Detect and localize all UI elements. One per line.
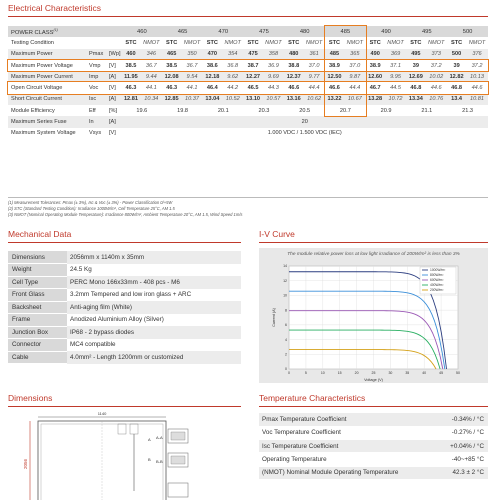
nmot-value: 350 <box>181 49 203 60</box>
x-tick-label: 50 <box>456 371 460 375</box>
stc-value: 39 <box>453 62 460 69</box>
stc-label: STC <box>450 39 463 46</box>
nmot-value: 10.76 <box>425 94 447 105</box>
x-tick-label: 5 <box>304 371 307 375</box>
nmot-value: 37.0 <box>308 62 320 69</box>
temperature-row <box>259 453 488 466</box>
row-symbol: Imp <box>88 71 108 82</box>
iv-curve-caption: The module relative power loss at low light irradiance of 200W/m² is less than 3% <box>287 252 460 257</box>
x-tick-label: 25 <box>371 371 376 375</box>
nmot-value: 10.81 <box>466 94 488 105</box>
stc-label: STC <box>328 39 341 46</box>
y-tick-label: 4 <box>285 337 287 342</box>
stc-value: 13.4 <box>447 94 466 105</box>
nmot-value: 9.77 <box>303 71 325 82</box>
efficiency-value: 19.6 <box>136 107 148 114</box>
legend-entry: 1000W/m² <box>430 268 446 273</box>
power-class-label <box>8 26 122 37</box>
nmot-value: 36.7 <box>145 62 157 69</box>
mechanical-row <box>8 251 241 264</box>
stc-value: 46.3 <box>125 85 137 92</box>
efficiency-value: 21.1 <box>421 107 433 114</box>
nmot-value: 10.62 <box>303 94 325 105</box>
mechanical-value: Anti-aging film (White) <box>67 301 241 314</box>
row-label: Short Circuit Current <box>8 94 88 105</box>
stc-value: 500 <box>447 49 466 60</box>
stc-label: STC <box>410 39 422 46</box>
stc-value: 490 <box>366 49 385 60</box>
stc-label: STC <box>125 39 137 46</box>
row-symbol: Vsys <box>89 130 102 137</box>
mechanical-key: Frame <box>8 314 67 327</box>
mechanical-row <box>8 276 241 289</box>
mechanical-key: Cell Type <box>8 276 67 289</box>
dimensions-drawing <box>8 409 241 500</box>
x-tick-label: 35 <box>405 371 410 375</box>
stc-value: 11.95 <box>122 71 141 82</box>
row-unit: [V] <box>109 85 116 92</box>
x-tick-label: 30 <box>388 371 393 375</box>
section-label-bb: B-B <box>156 459 163 464</box>
series-fuse-value: 20 <box>122 116 489 127</box>
temperature-value: -0.27% / °C <box>419 426 488 439</box>
power-class-500: 500 <box>447 26 488 37</box>
y-tick-label: 2 <box>285 352 287 357</box>
nmot-value: 10.37 <box>181 94 203 105</box>
stc-value: 38.5 <box>166 62 178 69</box>
temperature-key: Isc Temperature Coefficient <box>259 440 419 453</box>
note-1: (1) Measurement Tolerances: Pmax (± 3%), Isc & Voc (± 3%) - Power Classification 0/+5W <box>8 200 173 205</box>
mechanical-key: Cable <box>8 351 67 364</box>
x-tick-label: 0 <box>288 371 290 375</box>
efficiency-value: 21.3 <box>462 107 473 114</box>
row-symbol: Eff <box>89 107 96 114</box>
nmot-value: 37.2 <box>471 62 483 69</box>
y-axis-label: Current (A) <box>272 308 276 327</box>
nmot-value: 44.4 <box>308 85 320 92</box>
temperature-row <box>259 413 488 426</box>
power-class-475: 475 <box>244 26 285 37</box>
power-class-485: 485 <box>325 26 366 37</box>
nmot-label: NMOT <box>265 39 282 46</box>
nmot-value: 9.95 <box>385 71 407 82</box>
efficiency-value: 20.5 <box>299 107 311 114</box>
nmot-value: 44.6 <box>430 85 442 92</box>
nmot-value: 10.67 <box>344 94 366 105</box>
efficiency-value: 20.9 <box>380 107 392 114</box>
row-isc <box>8 94 488 105</box>
row-symbol: Voc <box>89 85 99 92</box>
section-c-profile <box>168 483 188 497</box>
stc-value: 13.04 <box>203 94 222 105</box>
power-class-495: 495 <box>406 26 447 37</box>
temperature-key: Voc Temperature Coefficient <box>259 426 419 439</box>
stc-value: 13.34 <box>406 94 425 105</box>
junction-box-2 <box>130 424 138 434</box>
mechanical-key: Backsheet <box>8 301 67 314</box>
temperature-row <box>259 426 488 439</box>
mechanical-key: Weight <box>8 264 67 277</box>
stc-value: 460 <box>122 49 141 60</box>
nmot-value: 9.44 <box>140 71 162 82</box>
mechanical-row <box>8 339 241 352</box>
stc-label: STC <box>369 39 381 46</box>
legend-entry: 400W/m² <box>430 283 444 288</box>
nmot-value: 36.7 <box>186 62 198 69</box>
row-unit: [Wp] <box>108 49 122 60</box>
legend-entry: 600W/m² <box>430 278 444 283</box>
mechanical-value: Anodized Aluminium Alloy (Silver) <box>70 316 164 324</box>
legend-entry: 200W/m² <box>430 288 444 293</box>
mechanical-key: Dimensions <box>8 251 67 264</box>
nmot-value: 10.02 <box>425 71 447 82</box>
nmot-value: 44.1 <box>145 85 157 92</box>
mechanical-row <box>8 264 241 277</box>
stc-value: 46.6 <box>288 85 300 92</box>
dim-height-label: 2056 <box>23 458 28 469</box>
nmot-label: NMOT <box>143 39 160 46</box>
stc-value: 12.82 <box>447 71 466 82</box>
nmot-value: 354 <box>222 49 244 60</box>
mechanical-title-underline <box>8 242 241 243</box>
nmot-value: 10.52 <box>222 94 244 105</box>
y-tick-label: 0 <box>285 367 287 372</box>
stc-value: 12.50 <box>325 71 344 82</box>
iv-curve-title-underline <box>259 242 488 243</box>
mechanical-value: MC4 compatible <box>70 341 116 349</box>
highlight-485-column <box>324 25 367 117</box>
dimensions-title-underline <box>8 406 241 407</box>
mechanical-row <box>8 314 241 327</box>
y-tick-label: 8 <box>285 308 287 313</box>
power-class-490: 490 <box>366 26 407 37</box>
nmot-value: 36.9 <box>267 62 279 69</box>
row-symbol: In <box>88 116 108 127</box>
nmot-label: NMOT <box>346 39 364 46</box>
stc-value: 38.5 <box>125 62 137 69</box>
section-label-aa: A-A <box>156 435 163 440</box>
nmot-value: 9.87 <box>344 71 366 82</box>
stc-value: 495 <box>406 49 425 60</box>
temperature-value: -40~+85 °C <box>419 453 488 466</box>
stc-value: 13.22 <box>325 94 344 105</box>
nmot-value: 361 <box>303 49 325 60</box>
nmot-value: 358 <box>263 49 285 60</box>
dim-width-label: 1140 <box>97 411 107 416</box>
x-tick-label: 20 <box>354 371 359 375</box>
nmot-value: 376 <box>466 49 488 60</box>
row-efficiency <box>8 105 488 116</box>
temperature-table <box>259 413 488 480</box>
nmot-label: NMOT <box>427 39 445 46</box>
x-tick-label: 40 <box>422 371 427 375</box>
nmot-label: NMOT <box>305 39 323 46</box>
nmot-value: 365 <box>344 49 366 60</box>
nmot-value: 10.57 <box>263 94 285 105</box>
mechanical-value: 2056mm x 1140m x 35mm <box>67 251 241 264</box>
testing-condition-row <box>8 37 488 48</box>
stc-label: STC <box>166 39 178 46</box>
iv-curve-chart <box>259 262 488 383</box>
nmot-value: 369 <box>385 49 407 60</box>
stc-value: 38.6 <box>206 62 218 69</box>
nmot-value: 9.54 <box>181 71 203 82</box>
y-tick-label: 14 <box>283 264 287 269</box>
mechanical-value: IP68 - 2 bypass diodes <box>67 326 241 339</box>
nmot-value: 373 <box>425 49 447 60</box>
row-label: Maximum Power Voltage <box>11 62 73 69</box>
note-3: (3) NMOT (Nominal Operating Module Temperature): Irradiance 800W/m², Ambient Temperature 20°C, AM 1.5, Wind Speed 1m/s <box>8 212 243 217</box>
nmot-value: 37.2 <box>430 62 442 69</box>
power-class-superscript: (1) <box>53 27 58 32</box>
nmot-value: 346 <box>140 49 162 60</box>
mechanical-key: Front Glass <box>8 289 67 302</box>
temperature-key: Operating Temperature <box>259 453 419 466</box>
stc-value: 12.81 <box>122 94 141 105</box>
temperature-value: -0.34% / °C <box>419 413 488 426</box>
power-class-470: 470 <box>203 26 244 37</box>
nmot-label: NMOT <box>183 39 201 46</box>
stc-value: 13.16 <box>284 94 303 105</box>
electrical-title: Electrical Characteristics <box>8 3 102 13</box>
y-tick-label: 12 <box>283 278 287 283</box>
testing-condition-label: Testing Condition <box>11 39 54 46</box>
power-class-text: POWER CLASS <box>11 29 54 36</box>
nmot-value: 36.8 <box>227 62 239 69</box>
stc-value: 12.27 <box>244 71 263 82</box>
electrical-title-underline <box>8 16 488 17</box>
row-label: Maximum Series Fuse <box>8 116 88 127</box>
mechanical-row <box>8 351 241 364</box>
stc-value: 485 <box>325 49 344 60</box>
power-class-480: 480 <box>284 26 325 37</box>
power-class-465: 465 <box>162 26 203 37</box>
temperature-title-underline <box>259 406 488 407</box>
row-label: Maximum Power Current <box>8 71 88 82</box>
legend-entry: 800W/m² <box>430 273 444 278</box>
power-class-header-row <box>8 26 488 37</box>
stc-value: 46.5 <box>247 85 259 92</box>
x-tick-label: 45 <box>439 371 444 375</box>
stc-value: 38.7 <box>247 62 259 69</box>
stc-value: 12.18 <box>203 71 222 82</box>
stc-label: STC <box>288 39 300 46</box>
temperature-value: 42.3 ± 2 °C <box>419 466 488 479</box>
mechanical-value: 3.2mm Tempered and low iron glass + ARC <box>70 291 192 299</box>
nmot-value: 10.13 <box>466 71 488 82</box>
stc-value: 39 <box>412 62 419 69</box>
dimensions-title: Dimensions <box>8 393 53 403</box>
stc-value: 480 <box>284 49 303 60</box>
efficiency-value: 19.8 <box>177 107 188 114</box>
stc-value: 12.60 <box>366 71 385 82</box>
row-symbol: Pmax <box>88 49 108 60</box>
stc-label: STC <box>206 39 218 46</box>
stc-value: 12.85 <box>162 94 181 105</box>
nmot-value: 44.1 <box>186 85 198 92</box>
row-unit: [V] <box>109 130 116 137</box>
temperature-value: +0.04% / °C <box>419 440 488 453</box>
row-unit: [V] <box>109 62 116 69</box>
nmot-value: 9.62 <box>222 71 244 82</box>
mark-a: A <box>148 437 151 442</box>
nmot-value: 10.72 <box>385 94 407 105</box>
row-label: Open Circuit Voltage <box>11 85 63 92</box>
temperature-row <box>259 440 488 453</box>
mechanical-row <box>8 289 241 302</box>
mechanical-value: 4.0mm² - Length 1200mm or customized <box>67 351 241 364</box>
row-unit: [A] <box>108 94 122 105</box>
row-series-fuse <box>8 116 488 127</box>
temperature-key: Pmax Temperature Coefficient <box>259 413 419 426</box>
highlight-voc-row <box>7 81 489 94</box>
stc-value: 13.10 <box>244 94 263 105</box>
stc-value: 46.7 <box>369 85 381 92</box>
note-2: (2) STC (Standard Testing Condition): Irradiance 1000W/m², Cell Temperature 25°C, AM 1.5 <box>8 206 175 211</box>
mechanical-table <box>8 251 241 364</box>
junction-box <box>118 424 126 434</box>
stc-value: 465 <box>162 49 181 60</box>
stc-value: 13.28 <box>366 94 385 105</box>
row-symbol: Isc <box>88 94 108 105</box>
stc-value: 46.8 <box>451 85 463 92</box>
nmot-label: NMOT <box>387 39 404 46</box>
stc-value: 12.08 <box>162 71 181 82</box>
efficiency-value: 20.3 <box>258 107 270 114</box>
nmot-value: 37.1 <box>390 62 401 69</box>
stc-label: STC <box>247 39 259 46</box>
mark-b: B <box>148 457 151 462</box>
nmot-value: 44.3 <box>267 85 279 92</box>
y-tick-label: 10 <box>283 293 287 298</box>
stc-value: 470 <box>203 49 222 60</box>
nmot-value: 44.6 <box>471 85 483 92</box>
highlight-vmp-row <box>7 59 489 72</box>
stc-value: 38.9 <box>329 62 340 69</box>
system-voltage-value: 1.000 VDC / 1.500 VDC (IEC) <box>267 130 342 137</box>
mechanical-title: Mechanical Data <box>8 229 72 239</box>
stc-value: 38.8 <box>288 62 300 69</box>
x-tick-label: 15 <box>337 371 342 375</box>
mechanical-row <box>8 301 241 314</box>
iv-curve-title: I-V Curve <box>259 229 295 239</box>
stc-value: 38.9 <box>369 62 381 69</box>
nmot-value: 44.5 <box>390 85 401 92</box>
stc-value: 46.6 <box>329 85 340 92</box>
mechanical-value: PERC Mono 166x33mm - 408 pcs - M6 <box>67 276 241 289</box>
stc-value: 12.69 <box>406 71 425 82</box>
row-unit: [A] <box>108 71 122 82</box>
temperature-key: (NMOT) Nominal Module Operating Temperature <box>259 466 419 479</box>
mechanical-value: 24.5 Kg <box>70 266 92 274</box>
row-label: Maximum System Voltage <box>11 130 76 137</box>
nmot-value: 9.69 <box>263 71 285 82</box>
x-tick-label: 10 <box>320 371 325 375</box>
efficiency-value: 20.1 <box>217 107 229 114</box>
nmot-value: 37.0 <box>349 62 361 69</box>
row-system-voltage <box>8 128 488 139</box>
stc-value: 46.8 <box>410 85 422 92</box>
power-class-460: 460 <box>122 26 163 37</box>
stc-value: 475 <box>244 49 263 60</box>
y-tick-label: 6 <box>285 323 287 328</box>
row-label: Module Efficiency <box>11 107 55 114</box>
nmot-label: NMOT <box>468 39 486 46</box>
stc-value: 12.37 <box>284 71 303 82</box>
row-unit: [A] <box>108 116 122 127</box>
efficiency-value: 20.7 <box>339 107 351 114</box>
stc-value: 46.3 <box>166 85 178 92</box>
nmot-value: 44.4 <box>349 85 361 92</box>
temperature-row <box>259 466 488 479</box>
mechanical-row <box>8 326 241 339</box>
nmot-label: NMOT <box>224 39 241 46</box>
row-label: Maximum Power <box>8 49 88 60</box>
row-unit: [%] <box>109 107 118 114</box>
stc-value: 46.4 <box>206 85 218 92</box>
x-axis-label: Voltage (V) <box>364 378 383 382</box>
row-symbol: Vmp <box>89 62 101 69</box>
nmot-value: 10.34 <box>140 94 162 105</box>
mechanical-key: Connector <box>8 339 67 352</box>
electrical-notes <box>8 197 488 218</box>
nmot-value: 44.2 <box>227 85 239 92</box>
temperature-title: Temperature Characteristics <box>259 393 366 403</box>
mechanical-key: Junction Box <box>8 326 67 339</box>
